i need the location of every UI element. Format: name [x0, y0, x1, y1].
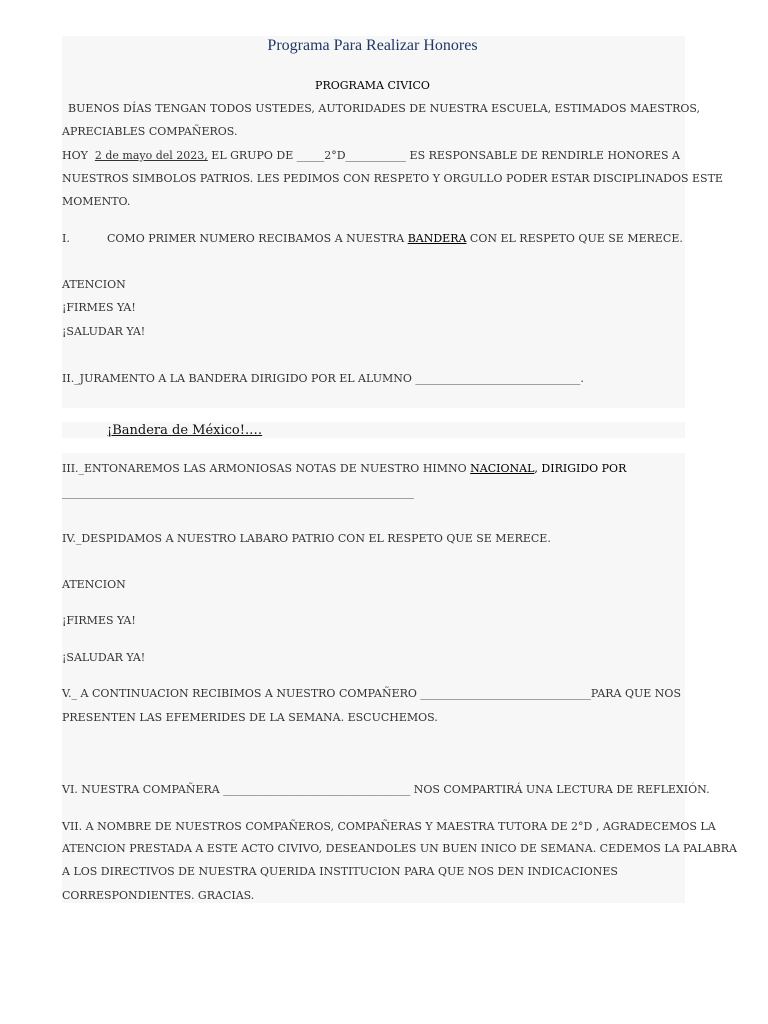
intro-line-5: MOMENTO.	[62, 195, 131, 208]
hoy-label: HOY	[62, 149, 88, 162]
intro-line-3	[62, 149, 680, 163]
command-atencion: ATENCION	[62, 278, 126, 291]
item-1-text-end: CON EL RESPETO QUE SE MERECE.	[466, 232, 683, 245]
item-4: IV._DESPIDAMOS A NUESTRO LABARO PATRIO CON EL RESPETO QUE SE MERECE.	[62, 532, 551, 545]
item-3	[62, 462, 626, 476]
command-saludar-2: ¡SALUDAR YA!	[62, 651, 146, 664]
intro-line-3-rest: EL GRUPO DE _____2°D___________ ES RESPONSABLE DE RENDIRLE HONORES A	[207, 149, 680, 162]
item-7-line-1: VII. A NOMBRE DE NUESTROS COMPAÑEROS, COMPAÑERAS Y MAESTRA TUTORA DE 2°D , AGRADECEMOS LA	[62, 820, 716, 833]
command-firmes-2: ¡FIRMES YA!	[62, 614, 136, 627]
item-3-text-end: , DIRIGIDO POR	[534, 462, 627, 475]
program-heading: PROGRAMA CIVICO	[315, 79, 430, 92]
item-1	[62, 232, 683, 246]
command-saludar: ¡SALUDAR YA!	[62, 325, 146, 338]
item-6: VI. NUESTRA COMPAÑERA __________________________________ NOS COMPARTIRÁ UNA LECTURA DE REFLEXIÓN.	[62, 783, 710, 796]
date-text: 2 de mayo del 2023,	[94, 149, 208, 162]
item-7-line-2: ATENCION PRESTADA A ESTE ACTO CIVIVO, DESEANDOLES UN BUEN INICO DE SEMANA. CEDEMOS LA PALABRA	[62, 842, 737, 855]
item-3-blank-line: ________________________________________________________________	[62, 486, 414, 499]
item-5-line-2: PRESENTEN LAS EFEMERIDES DE LA SEMANA. ESCUCHEMOS.	[62, 711, 438, 724]
item-7-line-4: CORRESPONDIENTES. GRACIAS.	[62, 889, 255, 902]
intro-line-4: NUESTROS SIMBOLOS PATRIOS. LES PEDIMOS CON RESPETO Y ORGULLO PODER ESTAR DISCIPLINADOS ESTE	[62, 172, 723, 185]
command-atencion-2: ATENCION	[62, 578, 126, 591]
intro-line-2: APRECIABLES COMPAÑEROS.	[62, 125, 238, 138]
nacional-link[interactable]: NACIONAL	[470, 462, 535, 475]
content-block-bottom	[62, 453, 685, 903]
bandera-mexico-line: ¡Bandera de México!.…	[107, 423, 263, 438]
item-7-line-3: A LOS DIRECTIVOS DE NUESTRA QUERIDA INSTITUCION PARA QUE NOS DEN INDICACIONES	[62, 865, 618, 878]
item-1-number: I.	[62, 232, 70, 245]
intro-line-1: BUENOS DÍAS TENGAN TODOS USTEDES, AUTORIDADES DE NUESTRA ESCUELA, ESTIMADOS MAESTROS,	[68, 102, 701, 115]
document-title: Programa Para Realizar Honores	[267, 37, 478, 54]
item-3-text: III._ENTONAREMOS LAS ARMONIOSAS NOTAS DE NUESTRO HIMNO	[62, 462, 471, 475]
bandera-link[interactable]: BANDERA	[407, 232, 467, 245]
item-2: II._JURAMENTO A LA BANDERA DIRIGIDO POR EL ALUMNO ______________________________.	[62, 372, 584, 385]
command-firmes: ¡FIRMES YA!	[62, 301, 136, 314]
item-1-text: COMO PRIMER NUMERO RECIBAMOS A NUESTRA	[107, 232, 408, 245]
item-5-line-1: V._ A CONTINUACION RECIBIMOS A NUESTRO COMPAÑERO _______________________________PARA QUE NOS	[62, 687, 681, 700]
